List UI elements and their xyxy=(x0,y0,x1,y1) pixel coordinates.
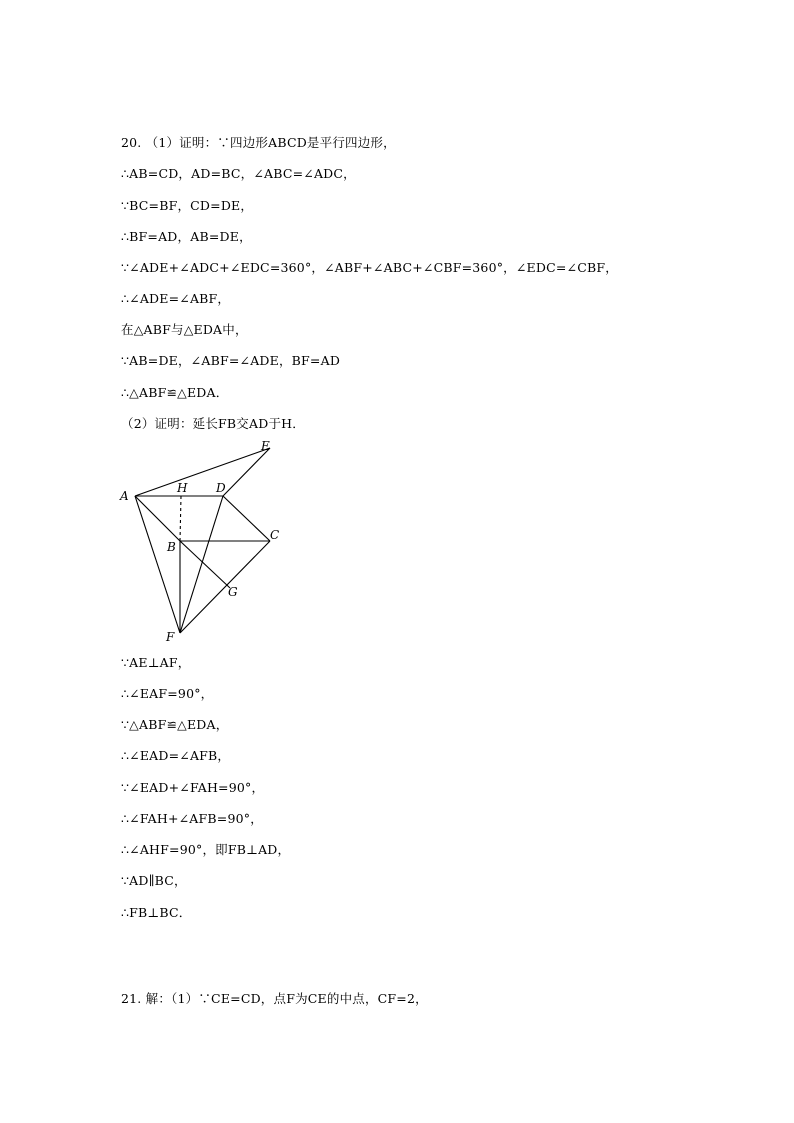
segment-ab xyxy=(135,496,180,541)
segment-ae xyxy=(135,448,270,496)
p20-line-19: ∴FB⊥BC． xyxy=(121,905,192,920)
segment-fd xyxy=(180,496,223,633)
label-h: H xyxy=(177,481,188,495)
segment-fc xyxy=(180,541,270,633)
segment-bg xyxy=(180,541,230,588)
p20-line-1: 20. （1）证明：∵四边形ABCD是平行四边形， xyxy=(121,135,396,150)
p20-line-14: ∴∠EAD=∠AFB， xyxy=(121,748,231,763)
p20-line-5: ∵∠ADE+∠ADC+∠EDC=360°，∠ABF+∠ABC+∠CBF=360°，∠EDC=∠CBF， xyxy=(121,260,618,275)
p20-line-15: ∵∠EAD+∠FAH=90°， xyxy=(121,780,265,795)
p20-line-16: ∴∠FAH+∠AFB=90°， xyxy=(121,811,263,826)
p20-line-17: ∴∠AHF=90°，即FB⊥AD， xyxy=(121,842,291,857)
label-f: F xyxy=(166,630,175,644)
segment-hb-dashed xyxy=(180,496,181,541)
segment-af xyxy=(135,496,180,633)
p20-line-11: ∵AE⊥AF， xyxy=(121,655,191,670)
segment-dc xyxy=(223,496,270,541)
p20-line-10: （2）证明：延长FB交AD于H． xyxy=(121,416,305,431)
p20-line-18: ∵AD∥BC， xyxy=(121,873,187,888)
label-b: B xyxy=(167,540,176,554)
label-a: A xyxy=(120,489,129,503)
label-d: D xyxy=(216,481,226,495)
p20-line-12: ∴∠EAF=90°， xyxy=(121,686,214,701)
p20-line-8: ∵AB=DE，∠ABF=∠ADE，BF=AD xyxy=(121,353,341,368)
p20-line-2: ∴AB=CD，AD=BC，∠ABC=∠ADC， xyxy=(121,166,356,181)
p21-line-1: 21. 解：（1）∵CE=CD，点F为CE的中点，CF=2， xyxy=(121,991,428,1006)
p20-line-4: ∴BF=AD，AB=DE， xyxy=(121,229,252,244)
p20-line-9: ∴△ABF≌△EDA． xyxy=(121,385,229,400)
label-c: C xyxy=(270,528,280,542)
p20-line-6: ∴∠ADE=∠ABF， xyxy=(121,291,231,306)
geometry-figure xyxy=(110,438,295,648)
p20-line-3: ∵BC=BF，CD=DE， xyxy=(121,198,254,213)
segment-de xyxy=(223,448,270,496)
label-e: E xyxy=(261,439,270,453)
label-g: G xyxy=(228,585,238,599)
p20-line-13: ∵△ABF≌△EDA， xyxy=(121,717,229,732)
p20-line-7: 在△ABF与△EDA中， xyxy=(121,322,248,337)
